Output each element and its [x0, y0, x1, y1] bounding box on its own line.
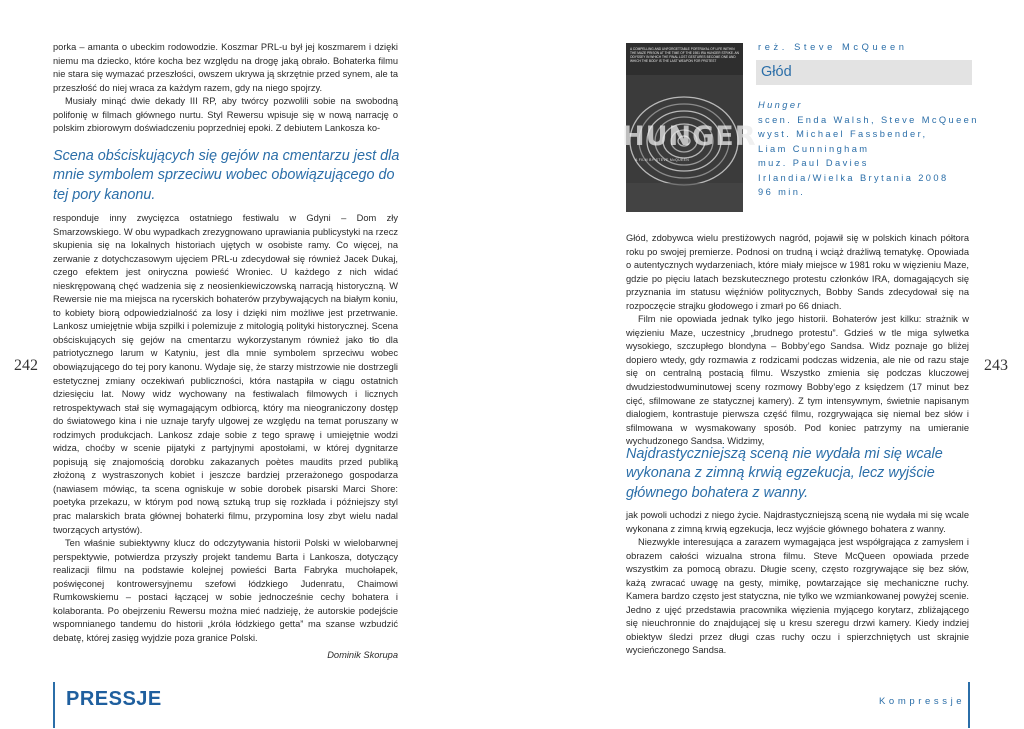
paragraph: Film nie opowiada jednak tylko jego historii. Bohaterów jest kilku: strażnik w więzieniu Maze, uczestnicy „brudnego protestu”. Gdzieś w tle miga sylwetka wysokiego, szczupłego blondyna – Bobby’ego Sandsa. Widz poznaje go bliżej dopiero wtedy, gdy rozmawia z rodzicami podczas widzenia, ale nie od razu staje się on centralną postacią filmu. Wszystko zmienia się podczas kluczowej dwudziestodwuminutowej sceny rozmowy Bobby’ego z księdzem (17 minut bez cięć, sfilmowane ze statycznej kamery). Z tym intensywnym, świetnie napisanym dialogiem, kontrastuje pierwsza część filmu, rozgrywająca się niemal bez słów i sfilmowana w wysmakowany sposób. Pod koniec patrzymy na umieranie wychudzonego Sandsa. Widzimy, [626, 314, 969, 447]
credit-line: Irlandia/Wielka Brytania 2008 [758, 172, 949, 183]
right-top-text [626, 232, 969, 449]
film-poster [622, 43, 757, 212]
magazine-logo: PRESSJE [66, 688, 162, 710]
section-footer: Kompressje [879, 696, 966, 707]
film-title-box [756, 60, 972, 85]
film-credits [758, 98, 979, 200]
article-author: Dominik Skorupa [327, 649, 398, 660]
right-body-text [626, 509, 969, 658]
paragraph: Ten właśnie subiektywny klucz do odczytywania historii Polski w wielobarwnej perspektywie, potwierdza przyszły projekt tandemu Barta i Lankosza, dotyczący realizacji filmu na podstawie kolejnej powieści Barta Fabryka muchołapek, poświęconej kontrowersyjnemu szefowi łódzkiego Judenratu, Chaimowi Rumkowskiemu – postaci łączącej w sobie jednocześnie cechy bohatera i kolaboranta. Po obejrzeniu Rewersu można mieć nadzieję, że autorskie podejście wspomnianego tandemu do historii „króla łódzkiego getta” ma szanse wzbudzić debatę, której zasięg wyjdzie poza granice Polski. [53, 538, 398, 643]
footer-divider [53, 682, 55, 728]
original-title: Hunger [758, 100, 803, 110]
paragraph: Musiały minąć dwie dekady III RP, aby twórcy pozwolili sobie na swobodną polifonię w filmach głównego nurtu. Styl Rewersu wpisuje się w nową narrację o polskim zbiorowym doświadczeniu poprzedniej epoki. Z debiutem Lankosza ko- [53, 96, 398, 134]
film-title: Głód [761, 64, 792, 80]
footer-divider [968, 682, 970, 728]
paragraph: jak powoli uchodzi z niego życie. Najdrastyczniejszą sceną nie wydała mi się wcale wykonana z zimną krwią egzekucja, lecz wyjście głównego bohatera z wanny. [626, 510, 969, 534]
right-page [512, 0, 1024, 729]
pull-quote: Scena obściskujących się gejów na cmentarzu jest dla mnie symbolem sprzeciwu wobec obowiązującego do tej pory kanonu. [53, 148, 400, 203]
left-top-text [53, 41, 398, 136]
credit-line: 96 min. [758, 187, 806, 197]
page-number: 243 [984, 357, 1008, 374]
paragraph: Głód, zdobywca wielu prestiżowych nagród, pojawił się w polskich kinach półtora roku po swojej premierze. Podnosi on trudną i wciąż drażliwą tematykę. Opowiada o autentycznych wydarzeniach, które miały miejsce w 1981 roku w więzieniu Maze, gdzie po pięciu latach bezskutecznego protestu członków IRA, domagających się przyznania im statusu więźniów politycznych, Bobby Sands zdecydował się na rozpoczęcie strajku głodowego i zmarł po 66 dniach. [626, 233, 969, 311]
credit-line: muz. Paul Davies [758, 158, 869, 168]
poster-subtitle: A FILM BY STEVE McQUEEN [635, 158, 690, 162]
paragraph: Niezwykle interesująca a zarazem wymagająca jest współgrająca z zamysłem i obrazem całości wizualna strona filmu. Steve McQueen opowiada przede wszystkim za pomocą obrazu. Długie sceny, często rozgrywające się bez słów, każą zwracać uwagę na gesty, mimikę, powtarzające się mechaniczne ruchy. Kamera bardzo często jest statyczna, nie tylko we wzmiankowanej powyżej scenie. Jedno z ujęć przedstawia pracownika więzienia myjącego korytarz, zbliżającego się nieuchronnie do znajdującej się u kresu szeregu drzwi kamery. Kiedy indziej obiektyw śledzi przez długi czas ruchy oczu i spierzchniętych ust skrajnie wycieńczonego Sandsa. [626, 537, 969, 656]
credit-line: scen. Enda Walsh, Steve McQueen [758, 114, 979, 125]
pull-quote: Najdrastyczniejszą sceną nie wydała mi się wcale wykonana z zimną krwią egzekucja, lecz wyjście głównego bohatera z wanny. [626, 446, 943, 501]
paragraph: porka – amanta o ubeckim rodowodzie. Koszmar PRL-u był jej koszmarem i dzięki niemu ma dziecko, które kocha bez względu na drogę jaką obrało. Bohaterka filmu nie stara się wymazać przeszłości, owszem ukrywa ją skrzętnie przed synem, ale ta przeszłość do niej wraca za każdym razem, gdy na niego spojrzy. [53, 42, 398, 93]
poster-title: HUNGER [622, 121, 757, 152]
poster-quote: A COMPELLING AND UNFORGETTABLE PORTRAYAL OF LIFE WITHIN THE MAZE PRISON AT THE TIME OF THE 1981 IRA HUNGER STRIKE. AN ODYSSEY IN WHICH THE FINAL LOST GESTURES BECOME ONE AND WHICH THE BODY IS THE LAST WEAPON FOR PROTEST [630, 47, 739, 63]
paragraph: responduje inny zwycięzca ostatniego festiwalu w Gdyni – Dom zły Smarzowskiego. W obu wypadkach zrezygnowano uprawiania publicystyki na rzecz skupienia się na lokalnych historiach ujętych w osobiste ramy. Co więcej, na zerwanie z dotychczasowym ujęciem PRL-u zdecydował się również Jacek Dukaj, czego efektem jest oniryczna powieść Wroniec. U każdego z nich widać nieskrępowaną chęć wadzenia się z neosienkiewiczowską narracją historyczną. W Rewersie nie ma miejsca na rycerskich bohaterów przybywających na białym koniu, to kobiety biorą odpowiedzialność za losy i dzięki nim możliwe jest przetrwanie. Lankosz umiejętnie wbija szpilki i polemizuje z mitologią polityki historycznej. Scena obściskujących się gejów na cmentarzu wykorzystanym również jako tło dla patriotycznego larum w Katyniu, jest dla mnie symbolem sprzeciwu wobec obowiązującego do tej pory kanonu. Wydaje się, że starzy mistrzowie nie dostrzegli estetycznej zmiany oczekiwań publiczności, która nastąpiła w ciągu ostatnich dziesięciu lat. Nowy widz wychowany na festiwalach filmowych i licznych retrospektywach stał się wymagającym odbiorcą, który ma nieograniczony dostęp do światowego kina i nie uznaje taryfy ulgowej ze względu na temat poruszany w rodzimych produkcjach. Lankosz zdaje sobie z tego sprawę i umiejętnie wodzi widza, choćby w scenie pijatyki z partyjnymi apostołami, w której dygnitarze popisują się znajomością dorobku zakazanych poètes maudits przed publiką złożoną z wystraszonych kobiet i jeszcze bardziej przerażonego gospodarza (nawiasem mówiąc, ta scena ogniskuje w sobie dorobek pisarski Marci Shore: poetyka przekazu, w którym pod nową sztuką trup się rozkłada i późniejszy styl prac malarskich brata głównej bohaterki filmu, przypomina losy zbyt wielu nadal tworzących artystów). [53, 213, 398, 535]
credit-line: Liam Cunningham [758, 143, 870, 154]
credit-line: wyst. Michael Fassbender, [758, 129, 928, 139]
page-number: 242 [14, 357, 38, 374]
left-body-text [53, 212, 398, 662]
film-director: reż. Steve McQueen [758, 42, 908, 52]
